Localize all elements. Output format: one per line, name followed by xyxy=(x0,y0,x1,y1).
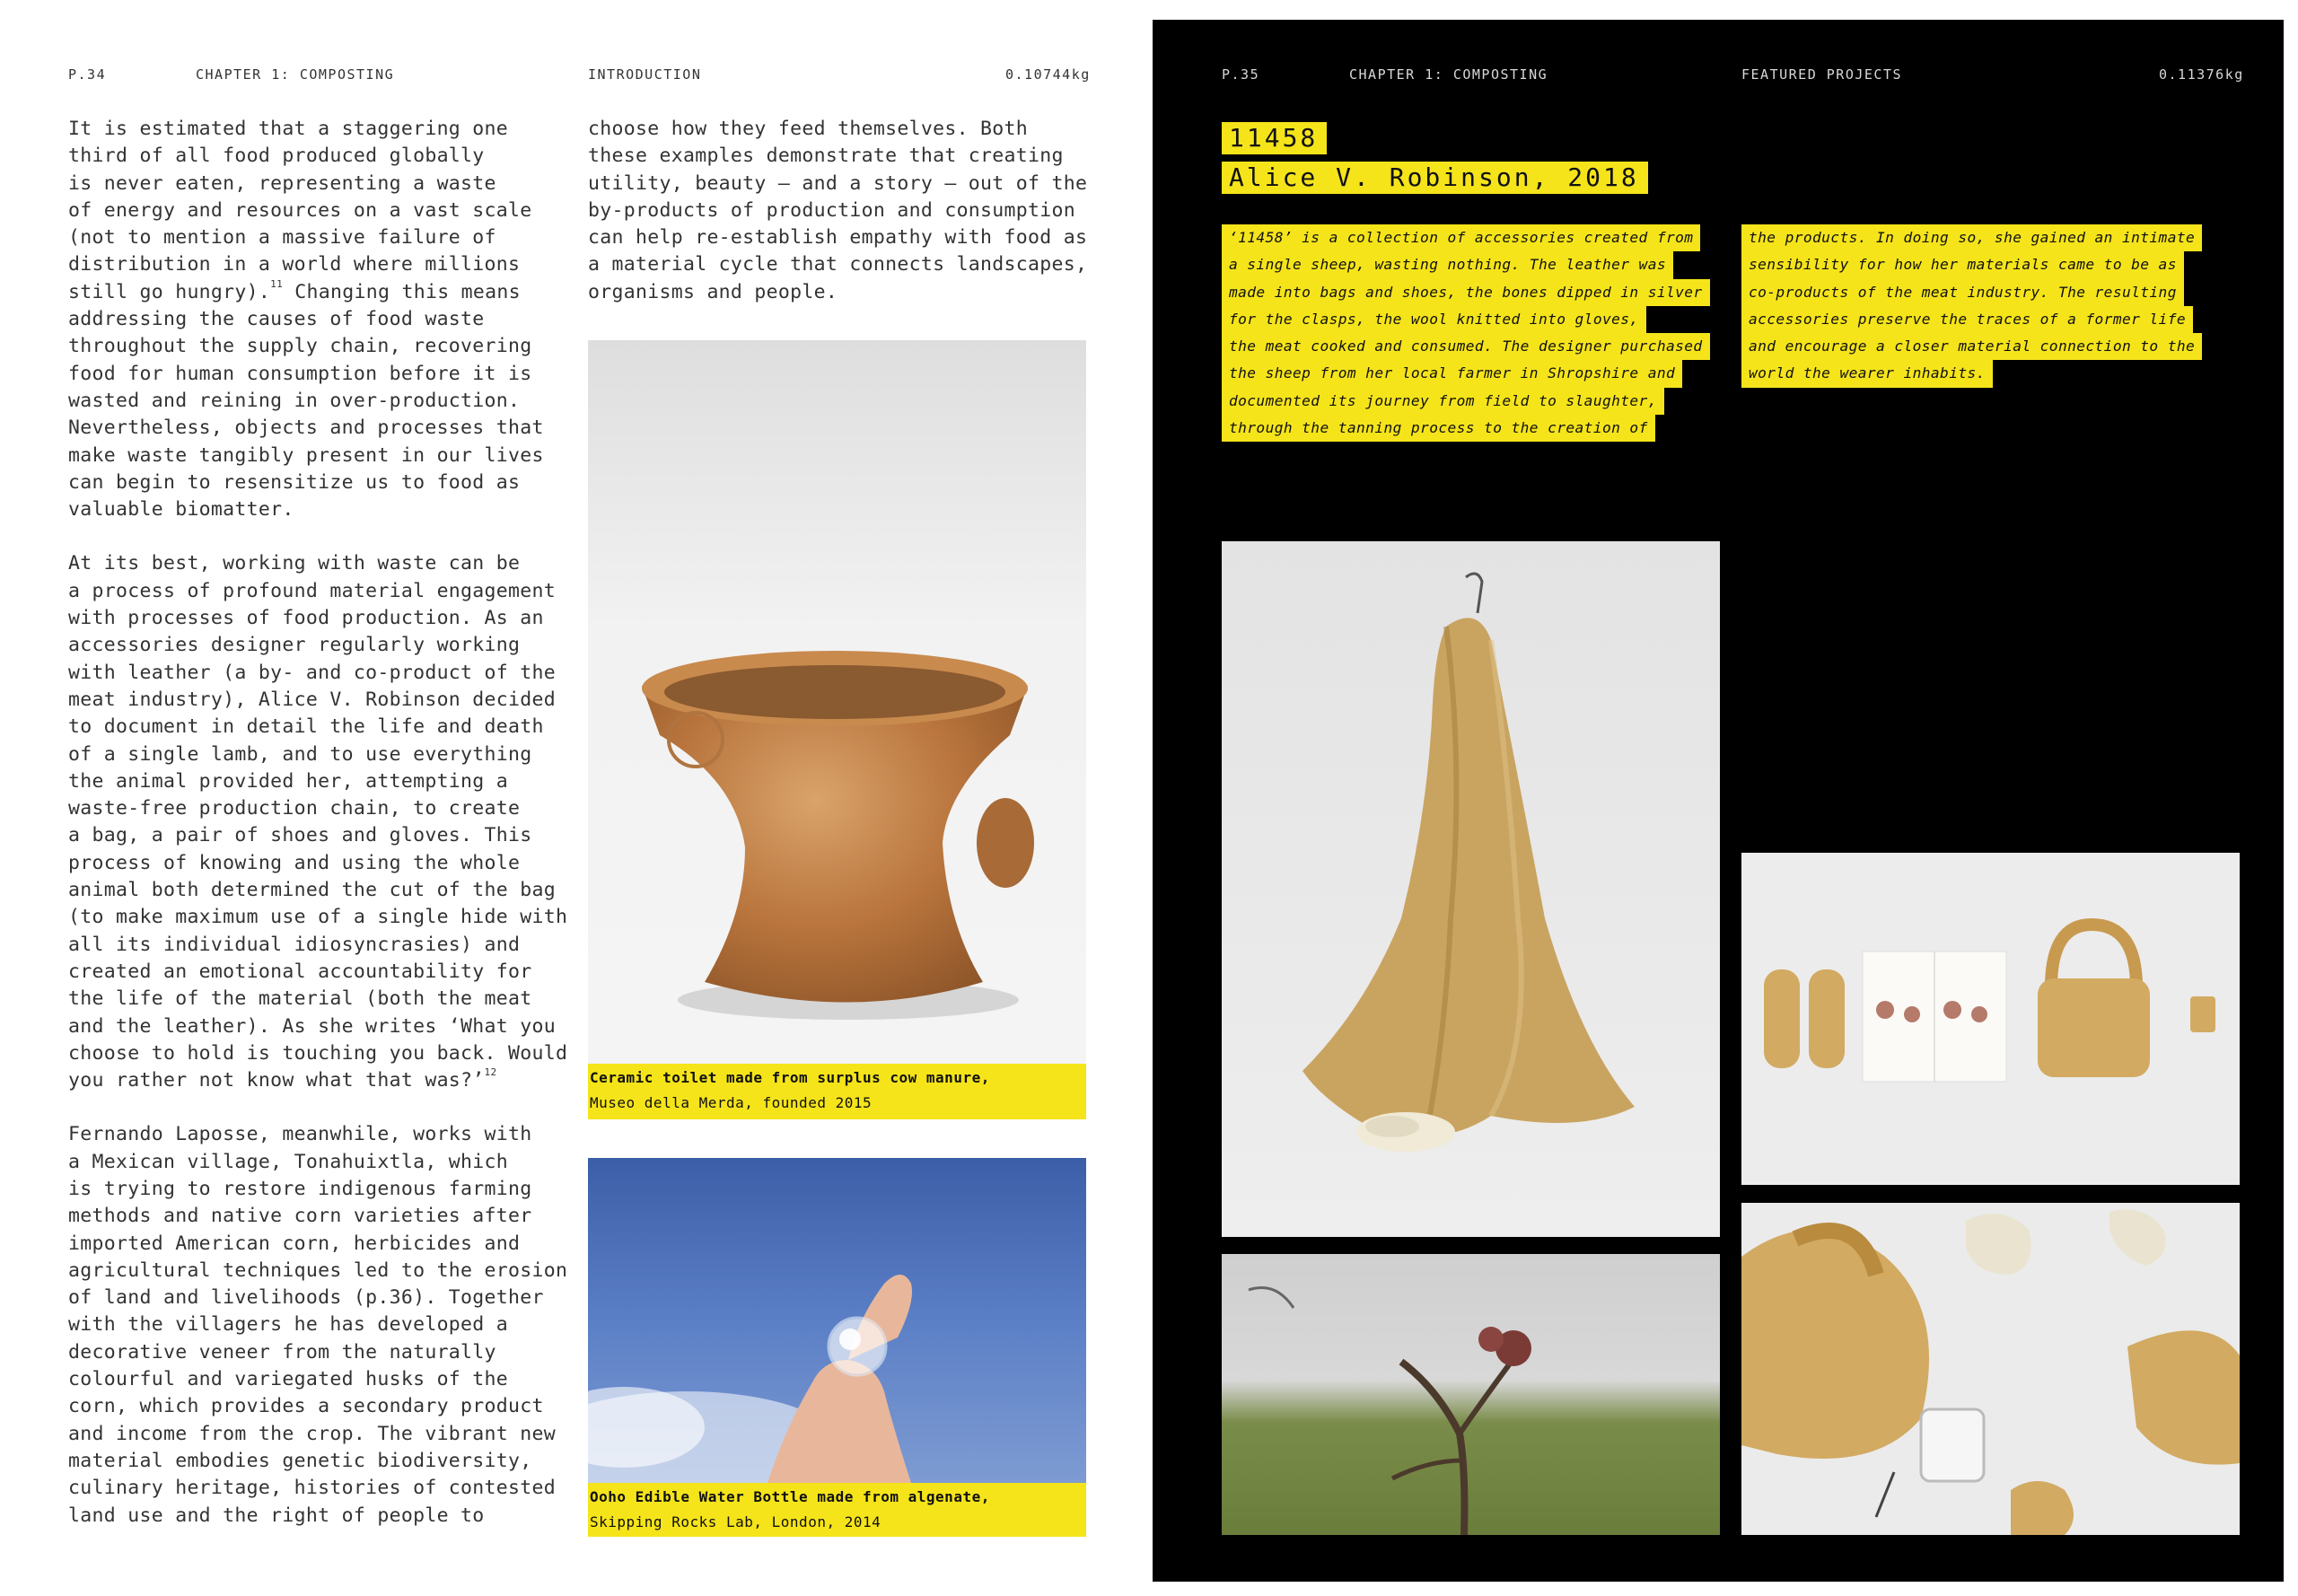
paragraph-4 xyxy=(588,116,1091,306)
sheep-field-illustration xyxy=(1222,1254,1720,1535)
page-number: P.35 xyxy=(1222,66,1260,83)
description-line: the meat cooked and consumed. The designer purchased xyxy=(1222,333,1710,360)
page-weight: 0.11376kg xyxy=(2159,66,2244,83)
leather-hide-photo xyxy=(1222,541,1720,1237)
paragraph-lines: It is estimated that a staggering one third of all food produced globally is never eaten, representing a waste of energy and resources on a vast scale (not to mention a massive failure of distribution in a world where millions xyxy=(68,118,532,276)
product-flatlay-photo xyxy=(1741,853,2240,1185)
project-title-block xyxy=(1222,122,1648,201)
description-line: the products. In doing so, she gained an intimate xyxy=(1741,224,2202,251)
caption-subtitle: Skipping Rocks Lab, London, 2014 xyxy=(590,1513,881,1530)
ceramic-toilet-photo xyxy=(588,340,1086,1064)
description-line: the sheep from her local farmer in Shropshire and xyxy=(1222,360,1682,387)
paragraph-lines: choose how they feed themselves. Both these examples demonstrate that creating utility, beauty – and a story – out of the by-products of production and consumption can help re-establish empathy with food as a material cycle that connects landscapes, organisms and people. xyxy=(588,118,1088,303)
chapter-title: CHAPTER 1: COMPOSTING xyxy=(196,66,395,83)
description-line: for the clasps, the wool knitted into gloves, xyxy=(1222,306,1646,333)
caption-subtitle: Museo della Merda, founded 2015 xyxy=(590,1094,873,1111)
body-column-1 xyxy=(68,116,571,1557)
leather-hide-illustration xyxy=(1222,541,1720,1237)
ooho-bottle-illustration xyxy=(588,1158,1086,1483)
section-title: FEATURED PROJECTS xyxy=(1741,66,1903,83)
body-column-2 xyxy=(588,116,1091,333)
project-description-1 xyxy=(1222,224,1710,442)
paragraph-1 xyxy=(68,116,571,523)
project-description-2 xyxy=(1741,224,2202,388)
paragraph-1-text: still go hungry). xyxy=(68,280,271,303)
project-title: 11458 xyxy=(1222,122,1327,154)
caption-title: Ceramic toilet made from surplus cow manure, xyxy=(590,1069,990,1086)
paragraph-lines: Changing this means addressing the causes of food waste throughout the supply chain, recovering food for human consumption before it is wasted and reining in over-production. Nevertheless, objects and processes that make waste tangibly present in our lives can begin to resensitize us to food as valuable biomatter. xyxy=(68,280,544,522)
caption-title: Ooho Edible Water Bottle made from algenate, xyxy=(590,1488,990,1505)
description-line: co-products of the meat industry. The resulting xyxy=(1741,279,2184,306)
accessories-closeup-photo xyxy=(1741,1203,2240,1535)
sheep-field-photo xyxy=(1222,1254,1720,1535)
description-line: through the tanning process to the creation of xyxy=(1222,415,1655,442)
chapter-title: CHAPTER 1: COMPOSTING xyxy=(1349,66,1548,83)
description-line: world the wearer inhabits. xyxy=(1741,360,1993,387)
page-number: P.34 xyxy=(68,66,107,83)
footnote-ref: 12 xyxy=(484,1066,497,1079)
page-weight: 0.10744kg xyxy=(1005,66,1091,83)
accessories-closeup-illustration xyxy=(1741,1203,2240,1535)
description-line: made into bags and shoes, the bones dipped in silver xyxy=(1222,279,1710,306)
ceramic-toilet-illustration xyxy=(588,340,1086,1064)
section-title: INTRODUCTION xyxy=(588,66,702,83)
description-line: accessories preserve the traces of a former life xyxy=(1741,306,2193,333)
product-flatlay-illustration xyxy=(1741,853,2240,1185)
footnote-ref: 11 xyxy=(270,277,284,290)
description-line: a single sheep, wasting nothing. The leather was xyxy=(1222,251,1673,278)
paragraph-3 xyxy=(68,1121,571,1529)
paragraph-2-text: you rather not know what that was?’ xyxy=(68,1069,485,1092)
description-line: ‘11458’ is a collection of accessories created from xyxy=(1222,224,1700,251)
paragraph-lines: Fernando Laposse, meanwhile, works with a Mexican village, Tonahuixtla, which is trying to restore indigenous farming methods and native corn varieties after imported American corn, herbicides and agricultural techniques led to the erosion of land and livelihoods (p.36). Together with the villagers he has developed a decorative veneer from the naturally colourful and variegated husks of the corn, which provides a secondary product and income from the crop. The vibrant new material embodies genetic biodiversity, culinary heritage, histories of contested land use and the right of people to xyxy=(68,1123,568,1527)
ooho-bottle-photo xyxy=(588,1158,1086,1483)
description-line: and encourage a closer material connection to the xyxy=(1741,333,2202,360)
photo-caption xyxy=(588,1483,1086,1537)
paragraph-lines: At its best, working with waste can be a process of profound material engagement with processes of food production. As an accessories designer regularly working with leather (a by- and co-product of the meat industry), Alice V. Robinson decided to document in detail the life and death of a single lamb, and to use everything the animal provided her, attempting a waste-free production chain, to create a bag, a pair of shoes and gloves. This process of knowing and using the whole animal both determined the cut of the bag (to make maximum use of a single hide with all its individual idiosyncrasies) and created an emotional accountability for the life of the material (both the meat and the leather). As she writes ‘What you choose to hold is touching you back. Would xyxy=(68,552,568,1065)
paragraph-2 xyxy=(68,550,571,1094)
project-subtitle: Alice V. Robinson, 2018 xyxy=(1222,162,1648,194)
description-line: sensibility for how her materials came to be as xyxy=(1741,251,2184,278)
description-line: documented its journey from field to slaughter, xyxy=(1222,388,1664,415)
photo-caption xyxy=(588,1064,1086,1119)
